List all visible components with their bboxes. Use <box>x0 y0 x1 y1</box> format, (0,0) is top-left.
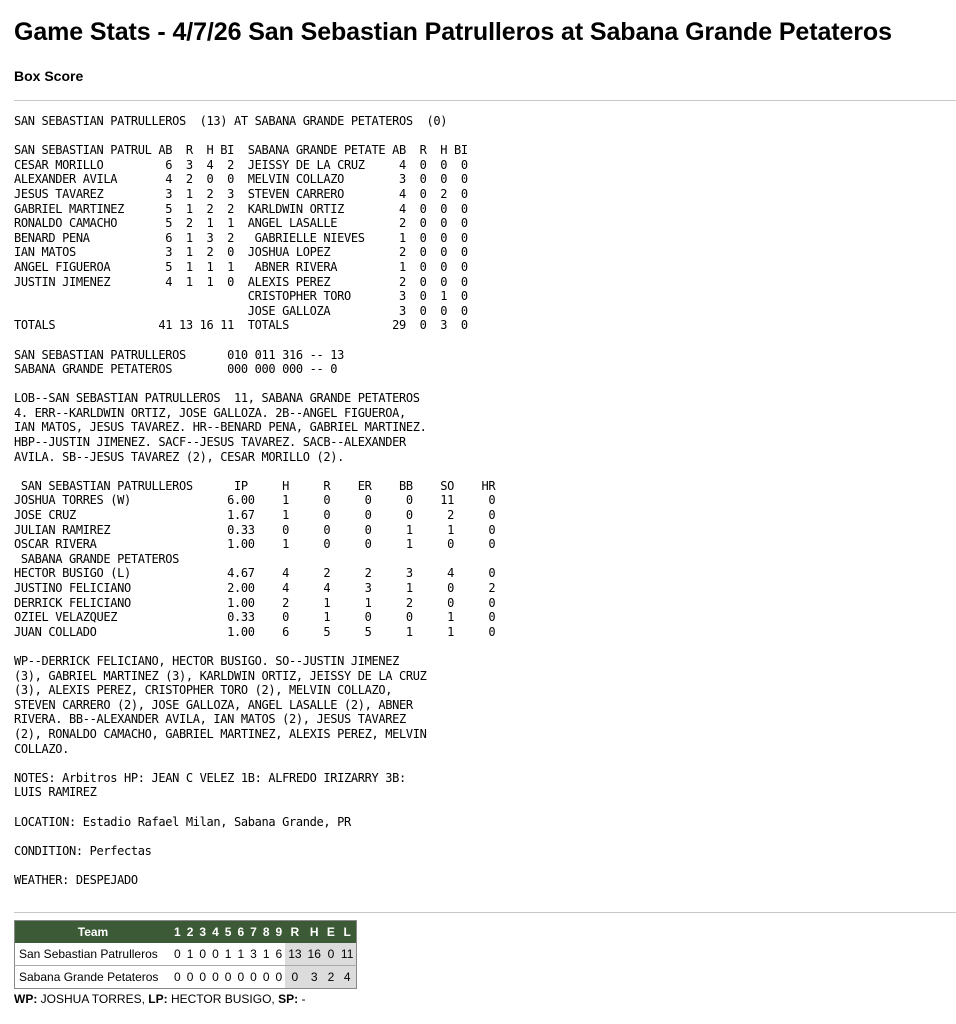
linescore-header-cell: 9 <box>273 921 286 944</box>
box-score-line: IAN MATOS, JESUS TAVAREZ. HR--BENARD PENA, GABRIEL MARTINEZ. <box>14 420 427 435</box>
linescore-inning-cell: 1 <box>260 943 273 966</box>
sp-label: SP: <box>278 992 299 1006</box>
linescore-inning-cell: 0 <box>174 970 181 984</box>
box-score-line: SAN SEBASTIAN PATRUL AB R H BI SABANA GRANDE PETATE AB R H BI <box>14 143 468 158</box>
linescore-inning-cell: 0 <box>171 943 184 966</box>
linescore-team-name: Sabana Grande Petateros <box>19 970 159 984</box>
box-score-line: TOTALS 41 13 16 11 TOTALS 29 0 3 0 <box>14 318 468 333</box>
linescore-inning-cell: 1 <box>234 943 247 966</box>
box-score-line: (2), RONALDO CAMACHO, GABRIEL MARTINEZ, ALEXIS PEREZ, MELVIN <box>14 726 427 741</box>
linescore-inning-cell: 0 <box>196 943 209 966</box>
box-score-line: (3), ALEXIS PEREZ, CRISTOPHER TORO (2), MELVIN COLLAZO, <box>14 683 393 698</box>
box-score-line: JULIAN RAMIREZ 0.33 0 0 0 1 1 0 <box>14 522 496 537</box>
linescore-inning-cell: 0 <box>275 970 283 984</box>
box-score-text <box>14 114 495 887</box>
box-score-line: COLLAZO. <box>14 741 69 756</box>
box-score-line: SABANA GRANDE PETATEROS <box>14 551 179 566</box>
linescore-inning-cell: 0 <box>224 970 232 984</box>
box-score-line: HBP--JUSTIN JIMENEZ. SACF--JESUS TAVAREZ. SACB--ALEXANDER <box>14 435 406 450</box>
linescore-header-cell: 2 <box>184 921 197 944</box>
box-score-line <box>14 829 495 844</box>
linescore-inning-cell: 6 <box>273 943 286 966</box>
box-score-line: STEVEN CARRERO (2), JOSE GALLOZA, ANGEL LASALLE (2), ABNER <box>14 697 413 712</box>
linescore-inning-cell: 1 <box>222 943 235 966</box>
pitching-decisions <box>14 992 305 1006</box>
linescore-total-cell: 16 <box>305 943 324 966</box>
box-score-line: RIVERA. BB--ALEXANDER AVILA, IAN MATOS (2), JESUS TAVAREZ <box>14 712 406 727</box>
box-score-line: WEATHER: DESPEJADO <box>14 872 138 887</box>
linescore-inning-cell: 0 <box>209 943 222 966</box>
linescore-inning-cell: 1 <box>184 943 197 966</box>
box-score-line: AVILA. SB--JESUS TAVAREZ (2), CESAR MORILLO (2). <box>14 449 344 464</box>
box-score-line <box>14 756 495 771</box>
box-score-line: BENARD PENA 6 1 3 2 GABRIELLE NIEVES 1 0 0 0 <box>14 230 468 245</box>
box-score-line <box>14 129 495 144</box>
linescore-inning-cell: 0 <box>250 970 257 984</box>
box-score-line: JUSTIN JIMENEZ 4 1 1 0 ALEXIS PEREZ 2 0 0 0 <box>14 274 468 289</box>
linescore-total-cell: 4 <box>338 966 357 989</box>
box-score-line: IAN MATOS 3 1 2 0 JOSHUA LOPEZ 2 0 0 0 <box>14 245 468 260</box>
losing-pitcher: HECTOR BUSIGO, <box>170 992 275 1006</box>
box-score-line: CRISTOPHER TORO 3 0 1 0 <box>14 289 468 304</box>
box-score-line: ANGEL FIGUEROA 5 1 1 1 ABNER RIVERA 1 0 0 0 <box>14 259 468 274</box>
wp-label: WP: <box>14 992 38 1006</box>
box-score-line: JUSTINO FELICIANO 2.00 4 4 3 1 0 2 <box>14 581 496 595</box>
box-score-line: OZIEL VELAZQUEZ 0.33 0 1 0 0 1 0 <box>14 610 496 625</box>
box-score-line <box>14 858 495 873</box>
linescore-total-cell: 2 <box>324 966 338 989</box>
box-score-line: LUIS RAMIREZ <box>14 785 97 800</box>
box-score-line: JOSE CRUZ 1.67 1 0 0 0 2 0 <box>14 508 496 523</box>
box-score-line: RONALDO CAMACHO 5 2 1 1 ANGEL LASALLE 2 0 0 0 <box>14 216 468 231</box>
box-score-line: JOSE GALLOZA 3 0 0 0 <box>14 303 468 318</box>
linescore-header-cell: 6 <box>234 921 247 944</box>
box-score-line: DERRICK FELICIANO 1.00 2 1 1 2 0 0 <box>14 595 496 610</box>
linescore-header-cell: 5 <box>222 921 235 944</box>
box-score-line <box>14 639 495 654</box>
linescore-total-cell: 3 <box>305 966 324 989</box>
winning-pitcher: JOSHUA TORRES, <box>40 992 145 1006</box>
linescore-team-name: San Sebastian Patrulleros <box>15 943 172 966</box>
box-score-line: JOSHUA TORRES (W) 6.00 1 0 0 0 11 0 <box>14 493 496 508</box>
box-score-line: (3), GABRIEL MARTINEZ (3), KARLDWIN ORTIZ, JEISSY DE LA CRUZ <box>14 668 427 683</box>
linescore-inning-cell: 0 <box>212 970 219 984</box>
box-score-line: JUAN COLLADO 1.00 6 5 5 1 1 0 <box>14 624 496 639</box>
box-score-line <box>14 377 495 392</box>
box-score-line: SAN SEBASTIAN PATRULLEROS IP H R ER BB SO HR <box>14 478 496 493</box>
linescore-header-cell: 3 <box>196 921 209 944</box>
divider-top <box>14 100 956 101</box>
linescore-header-cell: L <box>338 921 357 944</box>
linescore-header-cell: Team <box>15 921 172 944</box>
box-score-line: CESAR MORILLO 6 3 4 2 JEISSY DE LA CRUZ 4 0 0 0 <box>14 157 468 172</box>
box-score-line <box>14 333 495 348</box>
linescore-inning-cell: 0 <box>186 970 194 984</box>
box-score-line: SAN SEBASTIAN PATRULLEROS (13) AT SABANA GRANDE PETATEROS (0) <box>14 114 448 128</box>
box-score-line <box>14 800 495 815</box>
linescore-total-cell: 0 <box>324 943 338 966</box>
linescore-total-cell: 0 <box>285 966 304 989</box>
box-score-line: OSCAR RIVERA 1.00 1 0 0 1 0 0 <box>14 537 496 552</box>
box-score-line: HECTOR BUSIGO (L) 4.67 4 2 2 3 4 0 <box>14 566 496 581</box>
linescore-table <box>14 920 357 989</box>
box-score-line: NOTES: Arbitros HP: JEAN C VELEZ 1B: ALFREDO IRIZARRY 3B: <box>14 770 406 785</box>
box-score-line <box>14 464 495 479</box>
box-score-line: WP--DERRICK FELICIANO, HECTOR BUSIGO. SO--JUSTIN JIMENEZ <box>14 653 399 668</box>
box-score-line: SABANA GRANDE PETATEROS 000 000 000 -- 0 <box>14 362 338 377</box>
linescore-header-row <box>15 921 357 944</box>
linescore-header-cell: 8 <box>260 921 273 944</box>
box-score-line: CONDITION: Perfectas <box>14 843 152 858</box>
linescore-header-cell: R <box>285 921 304 944</box>
divider-bottom <box>14 912 956 913</box>
linescore-row <box>15 943 357 966</box>
linescore-inning-cell: 0 <box>262 970 270 984</box>
box-score-line: SAN SEBASTIAN PATRULLEROS 010 011 316 -- 13 <box>14 347 344 362</box>
linescore-total-cell: 13 <box>285 943 304 966</box>
section-heading-box-score: Box Score <box>14 68 84 84</box>
box-score-line: ALEXANDER AVILA 4 2 0 0 MELVIN COLLAZO 3 0 0 0 <box>14 172 468 187</box>
linescore-inning-cell: 0 <box>199 970 207 984</box>
box-score-line: 4. ERR--KARLDWIN ORTIZ, JOSE GALLOZA. 2B--ANGEL FIGUEROA, <box>14 405 406 420</box>
linescore-header-cell: H <box>305 921 324 944</box>
linescore-inning-cell: 0 <box>237 970 245 984</box>
lp-label: LP: <box>148 992 168 1006</box>
linescore-header-cell: 7 <box>247 921 260 944</box>
linescore-row <box>15 966 357 989</box>
linescore-inning-cell: 3 <box>247 943 260 966</box>
linescore-header-cell: 1 <box>171 921 184 944</box>
linescore-header-cell: 4 <box>209 921 222 944</box>
box-score-line: JESUS TAVAREZ 3 1 2 3 STEVEN CARRERO 4 0 2 0 <box>14 186 468 201</box>
box-score-line: LOCATION: Estadio Rafael Milan, Sabana Grande, PR <box>14 814 351 829</box>
box-score-line: GABRIEL MARTINEZ 5 1 2 2 KARLDWIN ORTIZ 4 0 0 0 <box>14 201 468 216</box>
linescore-total-cell: 11 <box>338 943 357 966</box>
save-pitcher: - <box>301 992 306 1006</box>
box-score-line: LOB--SAN SEBASTIAN PATRULLEROS 11, SABANA GRANDE PETATEROS <box>14 391 420 406</box>
page-title: Game Stats - 4/7/26 San Sebastian Patrulleros at Sabana Grande Petateros <box>14 18 892 46</box>
linescore-header-cell: E <box>324 921 338 944</box>
